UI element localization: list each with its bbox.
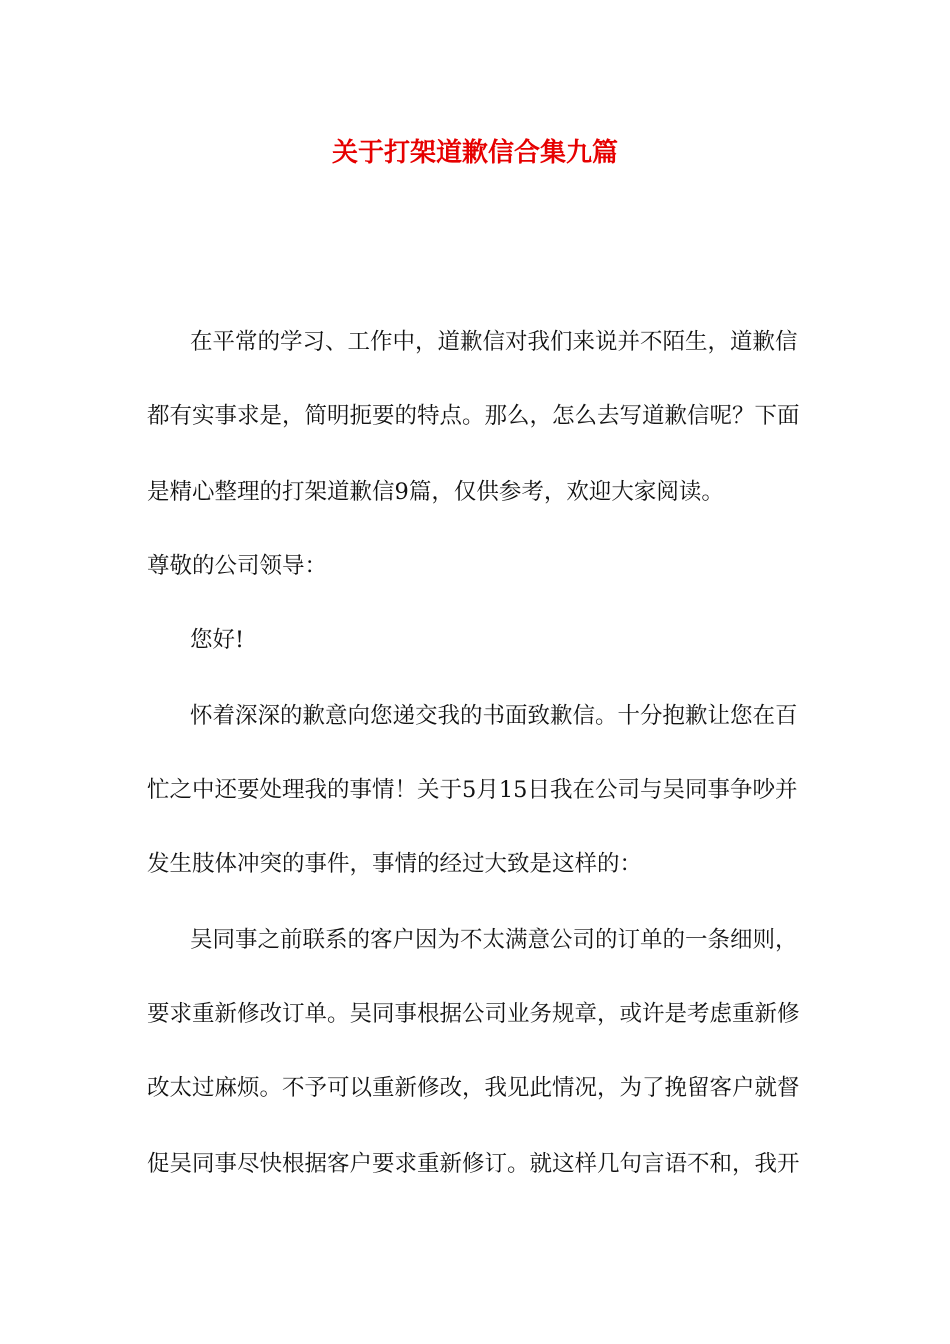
salutation: 尊敬的公司领导： [147, 553, 328, 579]
document-title: 关于打架道歉信合集九篇 [331, 138, 618, 168]
text-line: 是精心整理的打架道歉信9篇，仅供参考，欢迎大家阅读。 [147, 479, 724, 505]
text-line: 发生肢体冲突的事件，事情的经过大致是这样的： [147, 851, 643, 877]
text-line: 要求重新修改订单。吴同事根据公司业务规章，或许是考虑重新修 [147, 1001, 800, 1027]
text-line: 在平常的学习、工作中，道歉信对我们来说并不陌生，道歉信 [190, 329, 798, 355]
text-line: 怀着深深的歉意向您递交我的书面致歉信。十分抱歉让您在百 [190, 703, 798, 729]
text-line: 改太过麻烦。不予可以重新修改，我见此情况，为了挽留客户就督 [147, 1075, 800, 1101]
text-line: 吴同事之前联系的客户因为不太满意公司的订单的一条细则， [190, 927, 798, 953]
text-line: 都有实事求是，简明扼要的特点。那么，怎么去写道歉信呢？下面 [147, 403, 800, 429]
greeting: 您好! [190, 627, 245, 653]
text-line: 忙之中还要处理我的事情！关于5月15日我在公司与吴同事争吵并 [147, 777, 798, 803]
text-line: 促吴同事尽快根据客户要求重新修订。就这样几句言语不和，我开 [147, 1151, 800, 1177]
